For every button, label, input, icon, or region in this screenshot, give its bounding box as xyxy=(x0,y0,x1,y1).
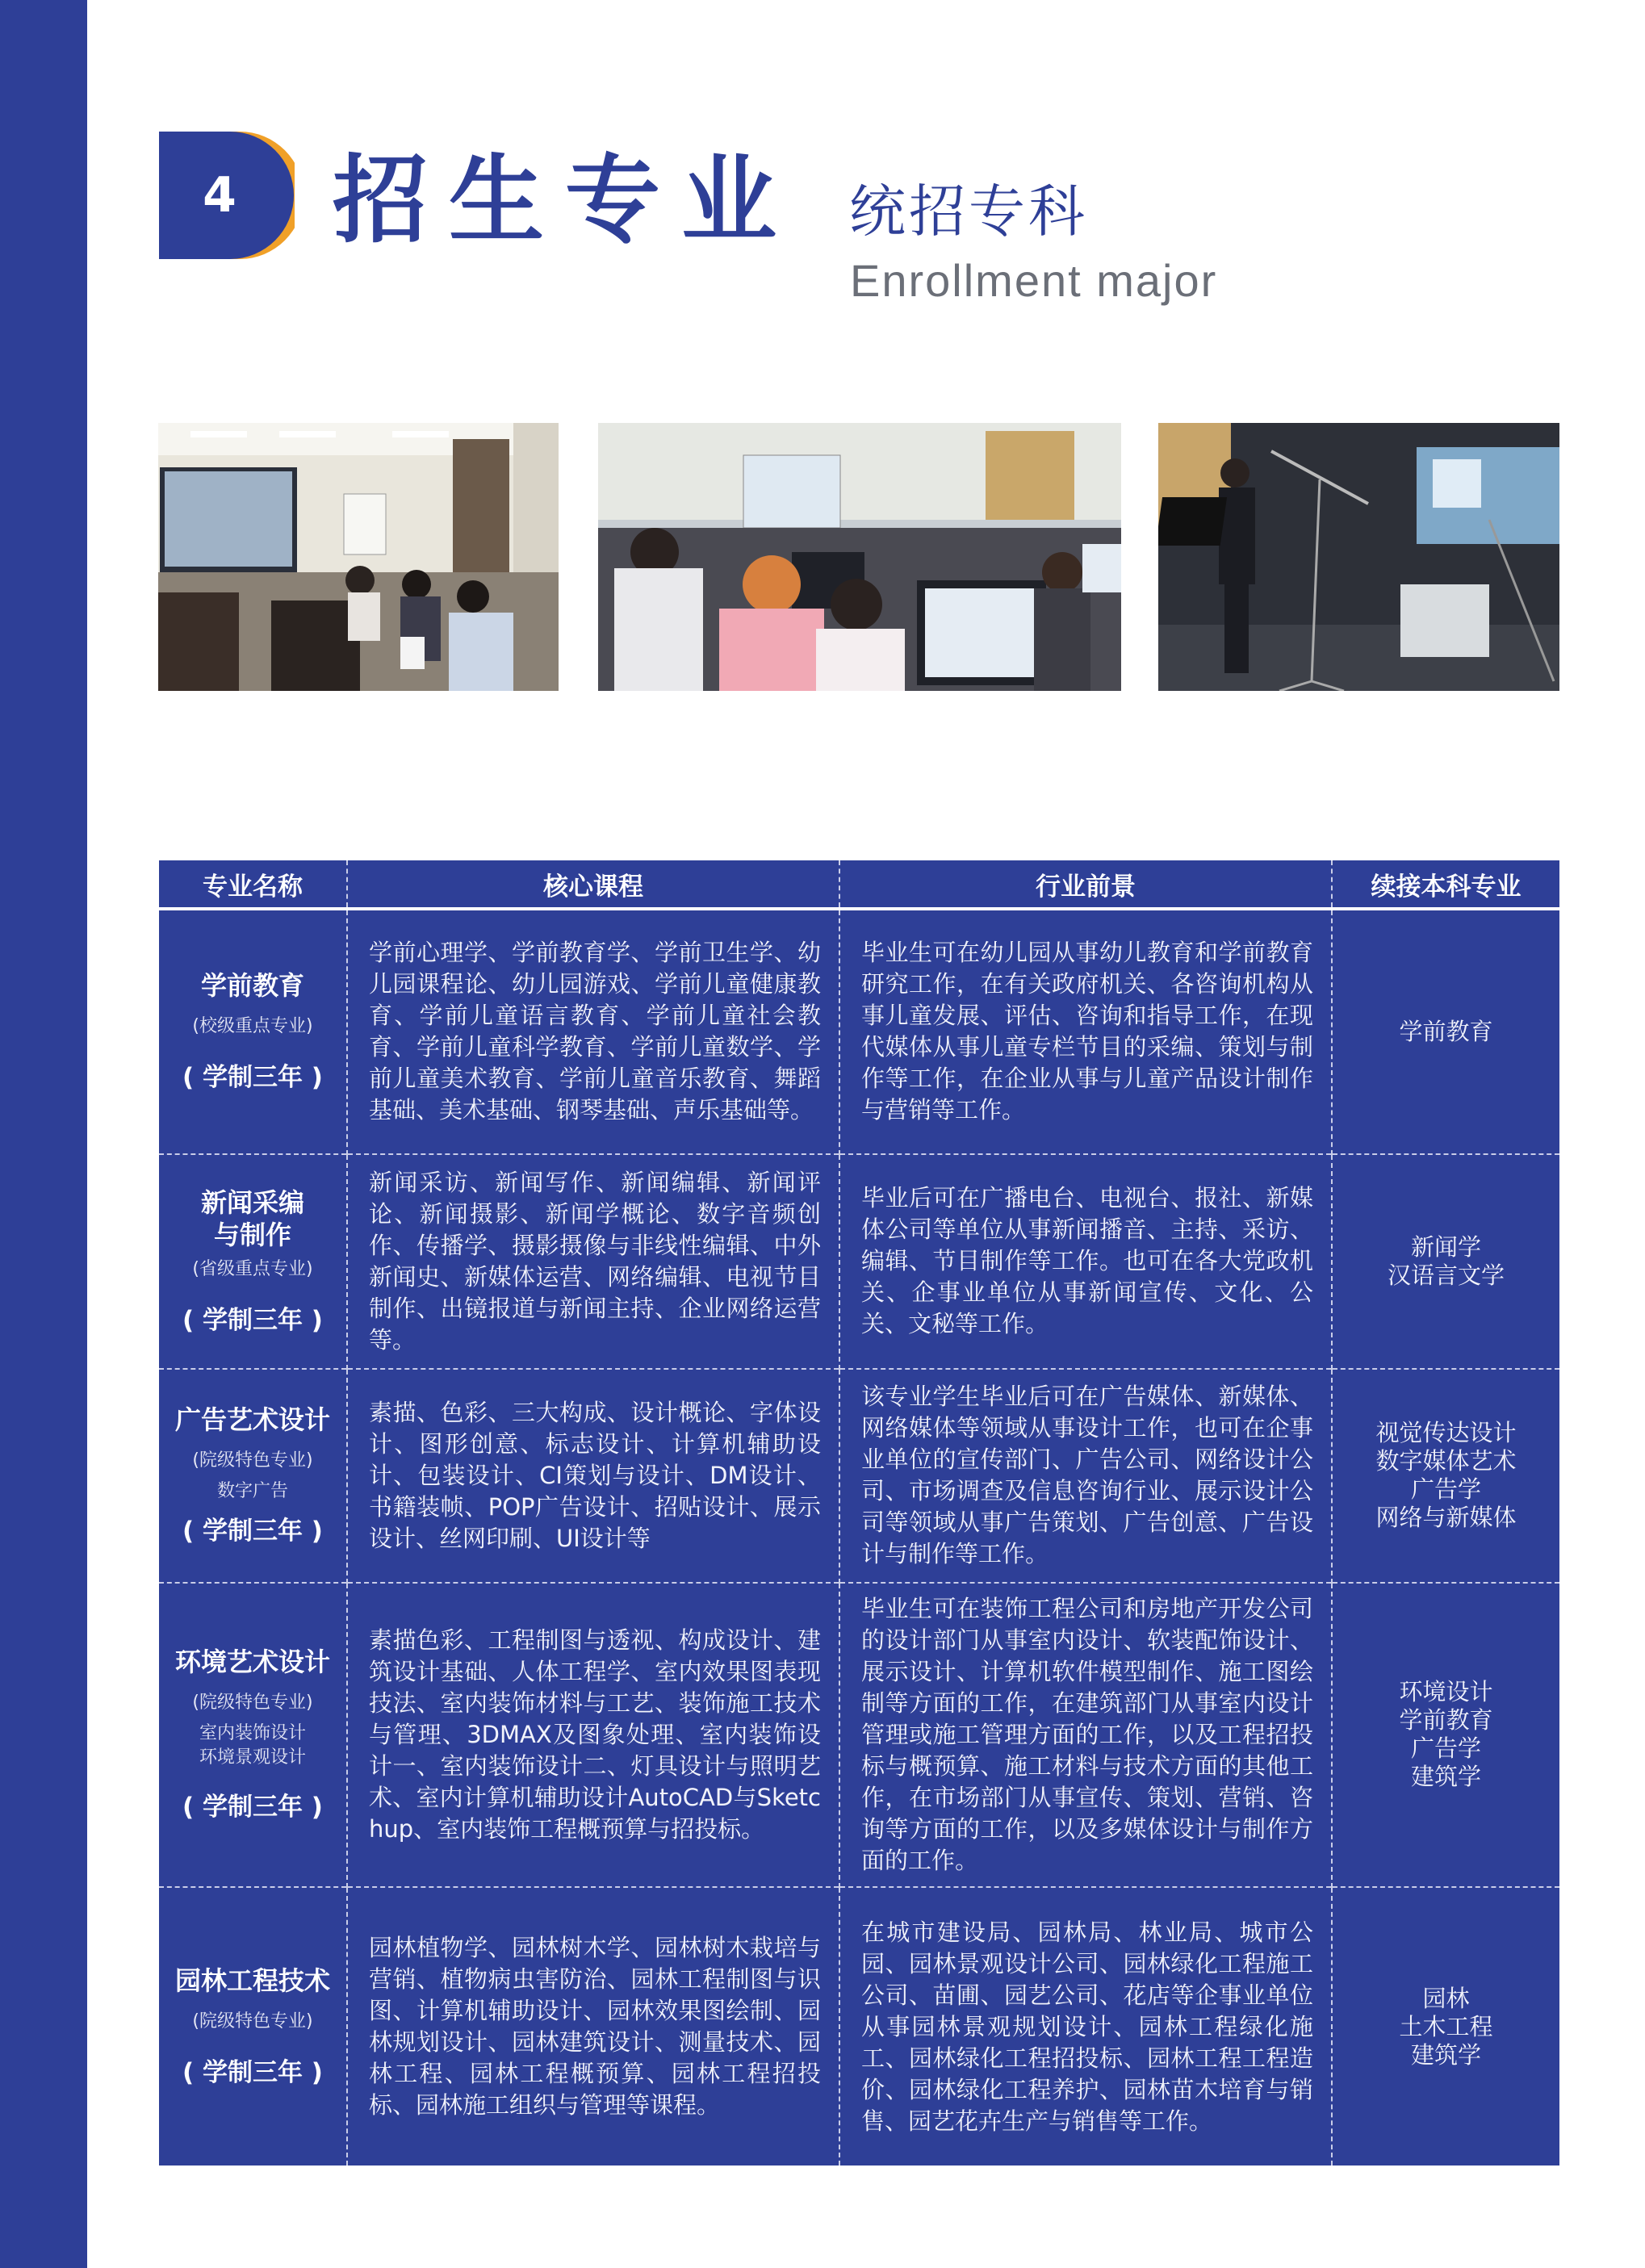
header-continuation-majors: 续接本科专业 xyxy=(1332,860,1559,909)
core-courses: 新闻采访、新闻写作、新闻编辑、新闻评论、新闻摄影、新闻学概论、数字音频创作、传播学、摄影摄像与非线性编辑、中外新闻史、新媒体运营、网络编辑、电视节目制作、出镜报道与新闻主持、企业网络运营等。 xyxy=(347,1154,839,1370)
major-level-tag: (省级重点专业) xyxy=(192,1258,313,1279)
continuation-majors xyxy=(1332,1369,1559,1583)
page-title: 招生专业 xyxy=(333,144,798,256)
classroom-piano-photo xyxy=(158,423,559,691)
major-level-tag: (校级重点专业) xyxy=(192,1016,313,1037)
table-header-row xyxy=(159,860,1559,909)
continuation-major: 汉语言文学 xyxy=(1387,1261,1505,1289)
core-courses: 素描、色彩、三大构成、设计概论、字体设计、图形创意、标志设计、计算机辅助设计、包装设计、CI策划与设计、DM设计、书籍装帧、POP广告设计、招贴设计、展示设计、丝网印刷、UI设计等 xyxy=(347,1369,839,1583)
major-name-cell xyxy=(159,1369,347,1583)
continuation-major: 学前教育 xyxy=(1399,1017,1493,1045)
header-core-courses: 核心课程 xyxy=(347,860,839,909)
continuation-major: 环境设计 xyxy=(1399,1678,1493,1706)
table-row xyxy=(159,1583,1559,1888)
continuation-majors xyxy=(1332,1887,1559,2165)
continuation-major: 新闻学 xyxy=(1410,1232,1481,1261)
major-level-tag: (院级特色专业) xyxy=(192,1693,313,1714)
continuation-majors xyxy=(1332,1583,1559,1888)
continuation-majors xyxy=(1332,909,1559,1154)
continuation-major: 学前教育 xyxy=(1399,1706,1493,1734)
major-name: 广告艺术设计 xyxy=(174,1404,330,1436)
major-duration: ( 学制三年 ) xyxy=(182,1793,323,1822)
continuation-major: 视觉传达设计 xyxy=(1375,1419,1517,1447)
continuation-major: 园林 xyxy=(1422,1984,1470,2012)
page-subtitle-english: Enrollment major xyxy=(850,255,1218,306)
major-name-cell xyxy=(159,1887,347,2165)
table-row xyxy=(159,909,1559,1154)
continuation-major: 土木工程 xyxy=(1399,2012,1493,2040)
table-row xyxy=(159,1887,1559,2165)
major-duration: ( 学制三年 ) xyxy=(182,1517,323,1546)
table-row xyxy=(159,1154,1559,1370)
continuation-major: 广告学 xyxy=(1410,1734,1481,1763)
major-name: 新闻采编与制作 xyxy=(200,1186,304,1250)
core-courses: 学前心理学、学前教育学、学前卫生学、幼儿园课程论、幼儿园游戏、学前儿童健康教育、学前儿童语言教育、学前儿童社会教育、学前儿童科学教育、学前儿童数学、学前儿童美术教育、学前儿童音乐教育、舞蹈基础、美术基础、钢琴基础、声乐基础等。 xyxy=(347,909,839,1154)
major-name: 园林工程技术 xyxy=(174,1965,330,1997)
major-name-cell xyxy=(159,909,347,1154)
header-industry-prospects: 行业前景 xyxy=(839,860,1332,909)
major-name: 学前教育 xyxy=(200,970,304,1002)
major-level-tag: (院级特色专业) xyxy=(192,1450,313,1471)
continuation-major: 广告学 xyxy=(1410,1475,1481,1504)
left-accent-bar xyxy=(0,0,87,2268)
core-courses: 园林植物学、园林树木学、园林树木栽培与营销、植物病虫害防治、园林工程制图与识图、计算机辅助设计、园林效果图绘制、园林规划设计、园林建筑设计、测量技术、园林工程、园林工程概预算、园林工程招投标、园林施工组织与管理等课程。 xyxy=(347,1887,839,2165)
industry-prospects: 毕业后可在广播电台、电视台、报社、新媒体公司等单位从事新闻播音、主持、采访、编辑、节目制作等工作。也可在各大党政机关、企事业单位从事新闻宣传、文化、公关、文秘等工作。 xyxy=(839,1154,1332,1370)
major-name-cell xyxy=(159,1154,347,1370)
computer-lab-photo xyxy=(598,423,1121,691)
major-name-cell xyxy=(159,1583,347,1888)
major-direction: 室内装饰设计 环境景观设计 xyxy=(199,1723,306,1768)
major-name: 环境艺术设计 xyxy=(174,1647,330,1678)
section-number: 4 xyxy=(203,167,236,224)
major-level-tag: (院级特色专业) xyxy=(192,2011,313,2032)
continuation-majors xyxy=(1332,1154,1559,1370)
table-row xyxy=(159,1369,1559,1583)
major-duration: ( 学制三年 ) xyxy=(182,1305,323,1335)
core-courses: 素描色彩、工程制图与透视、构成设计、建筑设计基础、人体工程学、室内效果图表现技法、室内装饰材料与工艺、装饰施工技术与管理、3DMAX及图象处理、室内装饰设计一、室内装饰设计二、灯具设计与照明艺术、室内计算机辅助设计AutoCAD与Sketchup、室内装饰工程概预算与招投标。 xyxy=(347,1583,839,1888)
industry-prospects: 该专业学生毕业后可在广告媒体、新媒体、网络媒体等领域从事设计工作，也可在企事业单位的宣传部门、广告公司、网络设计公司、市场调查及信息咨询行业、展示设计公司等领域从事广告策划、广告创意、广告设计与制作等工作。 xyxy=(839,1369,1332,1583)
continuation-major: 建筑学 xyxy=(1410,1763,1481,1791)
major-duration: ( 学制三年 ) xyxy=(182,2058,323,2088)
continuation-major: 建筑学 xyxy=(1410,2040,1481,2069)
industry-prospects: 毕业生可在装饰工程公司和房地产开发公司的设计部门从事室内设计、软装配饰设计、展示设计、计算机软件模型制作、施工图绘制等方面的工作，在建筑部门从事室内设计管理或施工管理方面的工作，以及工程招投标与概预算、施工材料与技术方面的其他工作，在市场部门从事宣传、策划、营销、咨询等方面的工作，以及多媒体设计与制作方面的工作。 xyxy=(839,1583,1332,1888)
industry-prospects: 毕业生可在幼儿园从事幼儿教育和学前教育研究工作，在有关政府机关、各咨询机构从事儿童发展、评估、咨询和指导工作，在现代媒体从事儿童专栏节目的采编、策划与制作等工作，在企业从事与儿童产品设计制作与营销等工作。 xyxy=(839,909,1332,1154)
major-direction: 数字广告 xyxy=(216,1481,288,1502)
continuation-major: 数字媒体艺术 xyxy=(1375,1447,1517,1475)
industry-prospects: 在城市建设局、园林局、林业局、城市公园、园林景观设计公司、园林绿化工程施工公司、苗圃、园艺公司、花店等企事业单位从事园林景观规划设计、园林工程绿化施工、园林绿化工程招投标、园林工程工程造价、园林绿化工程养护、园林苗木培育与销售、园艺花卉生产与销售等工作。 xyxy=(839,1887,1332,2165)
page-subtitle: 统招专科 xyxy=(849,178,1088,245)
continuation-major: 网络与新媒体 xyxy=(1375,1504,1517,1532)
majors-table xyxy=(159,860,1559,2165)
major-duration: ( 学制三年 ) xyxy=(182,1063,323,1093)
header-major-name: 专业名称 xyxy=(159,860,347,909)
recording-studio-photo xyxy=(1158,423,1559,691)
